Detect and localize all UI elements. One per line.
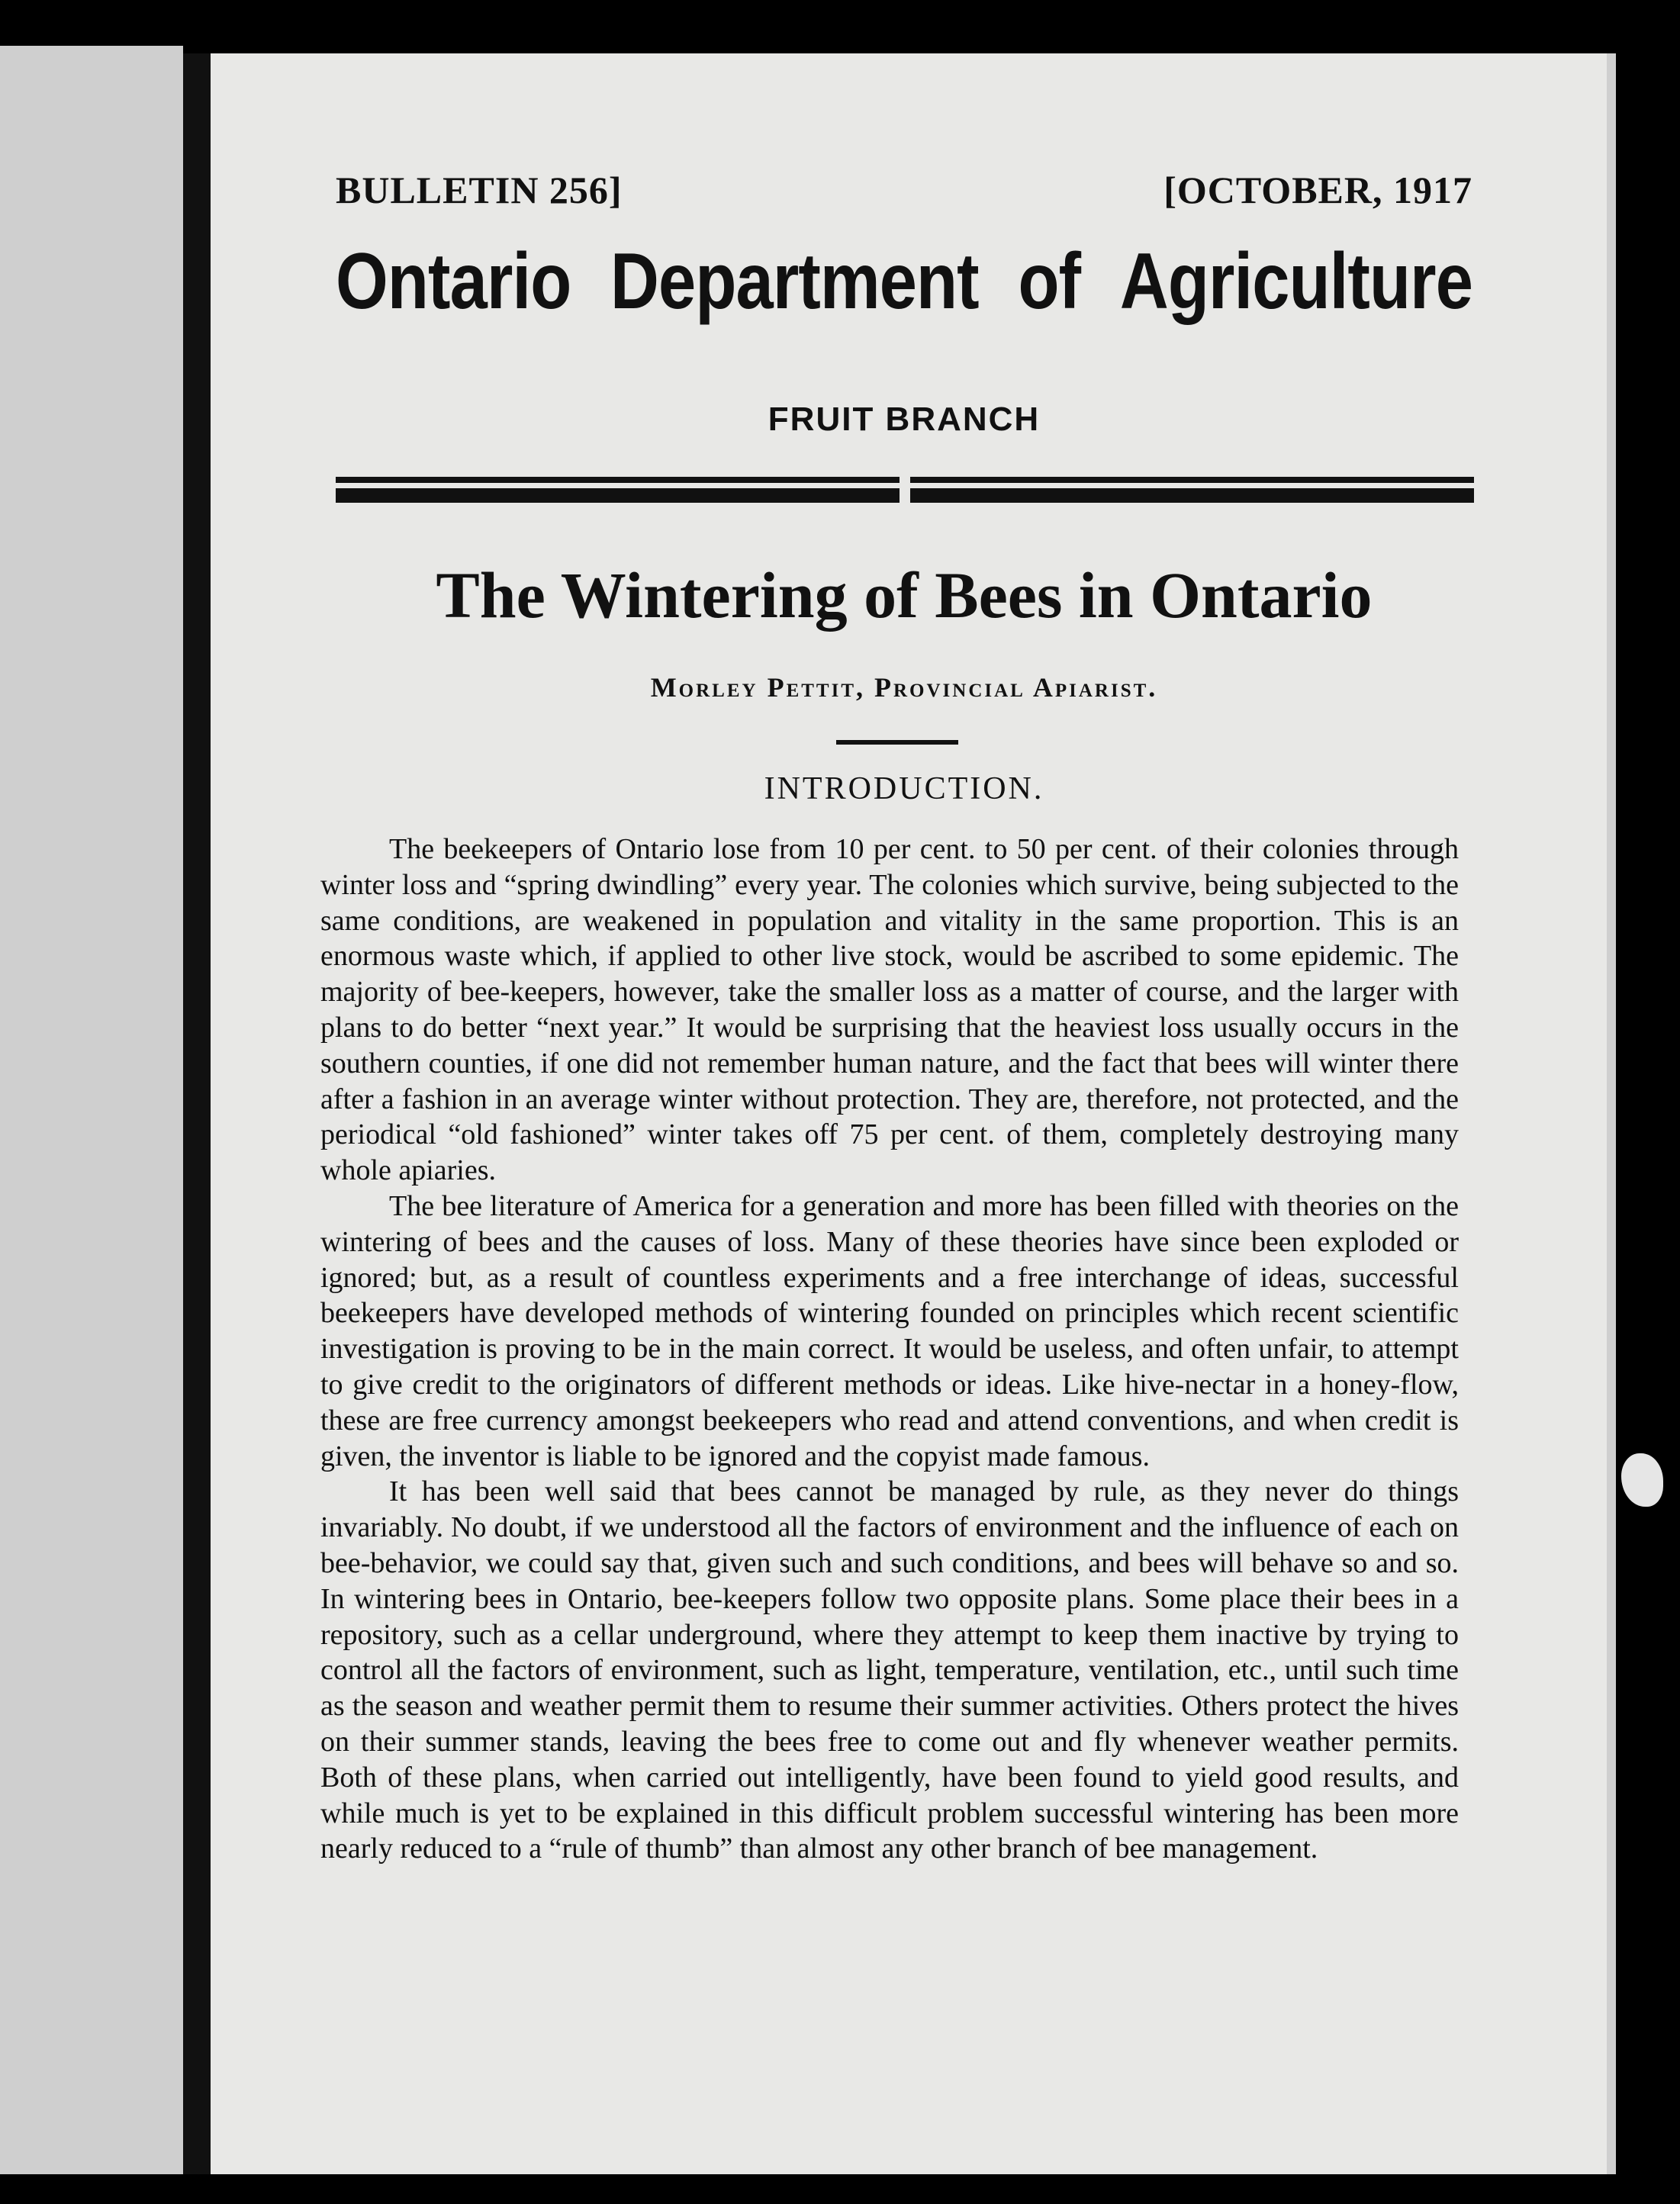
department-word: Ontario [336,237,571,326]
author-line: Morley Pettit, Provincial Apiarist. [650,672,1158,703]
department-word: Department [610,237,979,326]
bulletin-number: BULLETIN 256] [336,169,623,211]
facing-page-edge [0,46,183,2174]
bulletin-date: [OCTOBER, 1917 [1163,169,1472,211]
paragraph: It has been well said that bees cannot be managed by rule, as they never do things invariably. No doubt, if we understood all the factors of environment and the influence of each on bee-behavior, we could say that, given such and such conditions, and bees will behave so and so. In wintering bees in Ontario, bee-keepers follow two opposite plans. Some place their bees in a repository, such as a cellar underground, where they attempt to keep them inactive by trying to control all the factors of environment, such as light, temperature, ventilation, etc., until such time as the season and weather permit them to resume their summer activities. Others protect the hives on their summer stands, leaving the bees free to come out and fly whenever weather permits. Both of these plans, when carried out intelligently, have been found to yield good results, and while much is yet to be explained in this difficult problem successful wintering has been more nearly reduced to a “rule of thumb” than almost any other branch of bee management. [320,1475,1459,1865]
bulletin-page [211,53,1616,2174]
section-heading: INTRODUCTION. [764,771,1044,806]
department-name [336,236,1472,327]
bulletin-header [336,168,1472,212]
body-text [320,832,1459,1867]
document-title: The Wintering of Bees in Ontario [436,558,1373,632]
paper-fragment [1621,1453,1663,1507]
divider [836,740,958,745]
rule-segment-left [336,477,900,492]
department-word: Agriculture [1119,237,1473,326]
paragraph: The beekeepers of Ontario lose from 10 per cent. to 50 per cent. of their colonies through winter loss and “spring dwindling” every year. The colonies which survive, being subjected to the same conditions, are weakened in population and vitality in the same proportion. This is an enormous waste which, if applied to other live stock, would be ascribed to some epidemic. The majority of bee-keepers, however, take the smaller loss as a matter of course, and the larger with plans to do better “next year.” It would be surprising that the heaviest loss usually occurs in the southern counties, if one did not remember human nature, and the fact that bees will winter there after a fashion in an average winter without protection. They are, therefore, not protected, and the periodical “old fashioned” winter takes off 75 per cent. of them, completely destroying many whole apiaries. [320,833,1459,1187]
book-spine [183,53,211,2174]
branch-name: FRUIT BRANCH [768,401,1041,438]
double-rule [336,477,1474,503]
rule-segment-right [910,477,1474,492]
department-word: of [1018,237,1081,326]
paragraph: The bee literature of America for a generation and more has been filled with theories on the wintering of bees and the causes of loss. Many of these theories have since been exploded or ignored; but, as a result of countless experiments and a free interchange of ideas, successful beekeepers have developed methods of wintering founded on principles which recent scientific investigation is proving to be in the main correct. It would be useless, and often unfair, to attempt to give credit to the originators of different methods or ideas. Like hive-nectar in a honey-flow, these are free currency amongst beekeepers who read and attend conventions, and when credit is given, the inventor is liable to be ignored and the copyist made famous. [320,1189,1459,1472]
